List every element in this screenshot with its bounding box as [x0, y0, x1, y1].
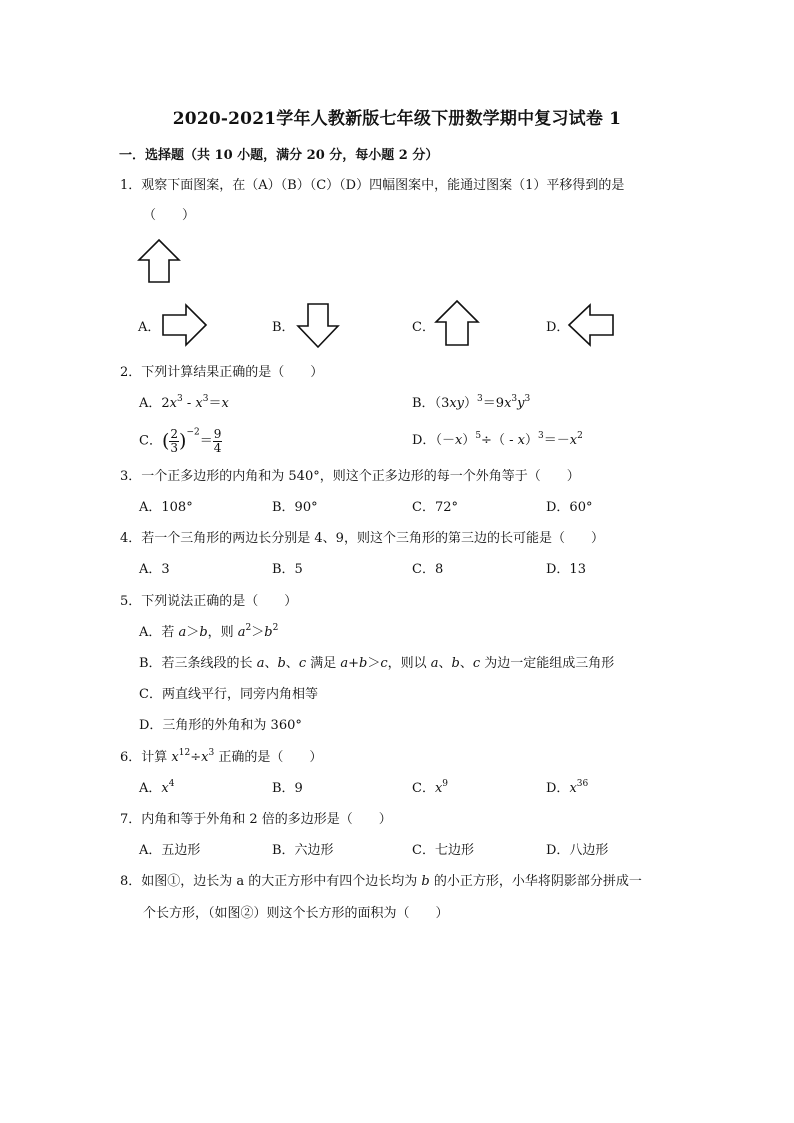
denominator: 3 [170, 440, 179, 455]
text: ） [464, 396, 478, 411]
text: A．若 [139, 625, 179, 640]
exponent: 9 [442, 779, 449, 789]
q1-option-b-label: B． [272, 320, 295, 335]
q2-option-a [139, 395, 229, 413]
q4-option-c: C．8 [412, 562, 444, 577]
q5-option-c: C．两直线平行，同旁内角相等 [139, 687, 318, 702]
option-label: C． [412, 781, 435, 796]
fraction-9-4 [213, 428, 223, 455]
q2-option-d [412, 432, 583, 450]
q1-option-a-label: A． [138, 320, 161, 335]
var: x [161, 781, 169, 796]
text: ＞ [251, 625, 265, 640]
text: ，则以 [387, 656, 431, 671]
var: x [517, 433, 525, 448]
var: x [195, 396, 203, 411]
exponent: 3 [177, 394, 183, 404]
var: y [517, 396, 525, 411]
text: 为边一定能组成三角形 [480, 656, 615, 671]
var: b [199, 625, 208, 640]
exponent: −2 [186, 427, 200, 438]
text: 满足 [306, 656, 341, 671]
q2-option-c [139, 424, 222, 458]
q7-stem: 7．内角和等于外角和 2 倍的多边形是（ ） [120, 812, 392, 827]
q7-option-b: B．六边形 [272, 843, 334, 858]
q4-option-d: D．13 [546, 562, 586, 577]
var: x [454, 433, 463, 448]
q8-stem-line-1 [120, 873, 642, 891]
text: 6．计算 [120, 750, 172, 765]
text: ＝9 [482, 396, 505, 411]
exponent: 3 [208, 748, 215, 758]
q5-option-a [139, 624, 278, 642]
var: a [430, 656, 439, 671]
text: ） [524, 433, 538, 448]
text: （－ [435, 433, 455, 448]
q5-option-b [139, 655, 614, 673]
var: x [201, 750, 209, 765]
option-label: B． [412, 396, 435, 411]
text: 、 [459, 656, 473, 671]
text: 、 [264, 656, 278, 671]
q4-option-b: B．5 [272, 562, 303, 577]
text: 、 [285, 656, 299, 671]
text: ＝ [208, 396, 222, 411]
right-arrow-figure-a [160, 302, 208, 348]
option-label: A． [139, 781, 162, 796]
exponent: 2 [577, 431, 583, 441]
left-arrow-figure-d [566, 302, 616, 348]
var: c [380, 656, 388, 671]
exponent: 3 [537, 431, 544, 441]
q3-stem: 3．一个正多边形的内角和为 540°，则这个正多边形的每一个外角等于（ ） [120, 469, 580, 484]
exponent: 5 [475, 431, 482, 441]
var: x [434, 781, 443, 796]
q1-answer-blank: （ ） [143, 208, 196, 223]
q3-option-c: C．72° [412, 500, 458, 515]
q4-stem: 4．若一个三角形的两边长分别是 4、9，则这个三角形的第三边的长可能是（ ） [120, 531, 604, 546]
var: b [277, 656, 286, 671]
q7-option-c: C．七边形 [412, 843, 474, 858]
section-heading: 一．选择题（共 10 小题，满分 20 分，每小题 2 分） [119, 148, 439, 163]
text: 、 [438, 656, 452, 671]
var: b [451, 656, 460, 671]
exponent: 4 [168, 779, 175, 789]
q6-option-d [546, 780, 588, 798]
var: c [472, 656, 481, 671]
q3-option-a: A．108° [139, 500, 193, 515]
text: 的小正方形，小华将阴影部分拼成一 [429, 874, 642, 889]
text: ） [462, 433, 476, 448]
text: ，则 [207, 625, 238, 640]
q3-option-b: B．90° [272, 500, 318, 515]
denominator: 4 [213, 440, 222, 455]
var: x [569, 433, 578, 448]
var: a+b [340, 656, 368, 671]
option-label: C． [139, 433, 162, 449]
paren: ( [161, 430, 170, 452]
text: ＞ [186, 625, 200, 640]
exponent: 2 [245, 623, 252, 633]
var: x [169, 396, 178, 411]
var: xy [449, 396, 465, 411]
q5-option-d: D．三角形的外角和为 360° [139, 718, 302, 733]
exponent: 3 [524, 394, 531, 404]
text: ＝－ [543, 433, 570, 448]
numerator: 2 [170, 426, 179, 441]
exponent: 12 [178, 748, 191, 758]
text: B．若三条线段的长 [139, 656, 257, 671]
q6-stem [120, 749, 322, 767]
var: b [421, 874, 430, 889]
q1-stem: 1．观察下面图案，在（A）（B）（C）（D）四幅图案中，能通过图案（1）平移得到的是 [120, 178, 625, 193]
option-label: D． [546, 781, 570, 796]
exponent: 3 [202, 394, 209, 404]
exponent: 36 [576, 779, 589, 789]
var: a [237, 625, 246, 640]
q7-option-d: D．八边形 [546, 843, 609, 858]
q6-option-a [139, 780, 174, 798]
down-arrow-figure-b [294, 301, 342, 349]
page-title: 2020-2021学年人教新版七年级下册数学期中复习试卷 1 [172, 109, 622, 129]
var: x [569, 781, 577, 796]
q2-option-b [412, 395, 530, 413]
var: x [171, 750, 179, 765]
q7-option-a: A．五边形 [139, 843, 201, 858]
var: c [298, 656, 307, 671]
var: a [178, 625, 187, 640]
text: 8．如图①，边长为 a 的大正方形中有四个边长均为 [120, 874, 422, 889]
q6-option-b: B．9 [272, 781, 303, 796]
paren: ) [179, 430, 187, 452]
fraction-2-3 [169, 428, 179, 455]
q1-option-d-label: D． [546, 320, 570, 335]
q2-stem: 2．下列计算结果正确的是（ ） [120, 365, 324, 380]
q4-option-a: A．3 [139, 562, 170, 577]
var: b [264, 625, 273, 640]
text: 2 [161, 396, 170, 411]
q6-option-c [412, 780, 448, 798]
text: ＝ [199, 433, 213, 449]
up-arrow-figure-c [433, 299, 481, 347]
text: ÷ [190, 750, 202, 765]
var: a [256, 656, 265, 671]
q1-option-c-label: C． [412, 320, 435, 335]
var: x [221, 396, 229, 411]
text: ÷（ - [481, 433, 518, 448]
q5-stem: 5．下列说法正确的是（ ） [120, 594, 298, 609]
option-label: D． [412, 433, 436, 448]
text: ＞ [367, 656, 381, 671]
exponent: 3 [511, 394, 518, 404]
q8-stem-line-2: 个长方形，（如图②）则这个长方形的面积为（ ） [143, 906, 449, 921]
text: 正确的是（ ） [214, 750, 323, 765]
text: （3 [434, 396, 450, 411]
exponent: 3 [477, 394, 483, 404]
q3-option-d: D．60° [546, 500, 593, 515]
exponent: 2 [272, 623, 279, 633]
text: - [182, 396, 196, 411]
numerator: 9 [213, 426, 222, 441]
var: x [504, 396, 512, 411]
option-label: A． [139, 396, 162, 411]
up-arrow-figure-1 [136, 238, 182, 284]
